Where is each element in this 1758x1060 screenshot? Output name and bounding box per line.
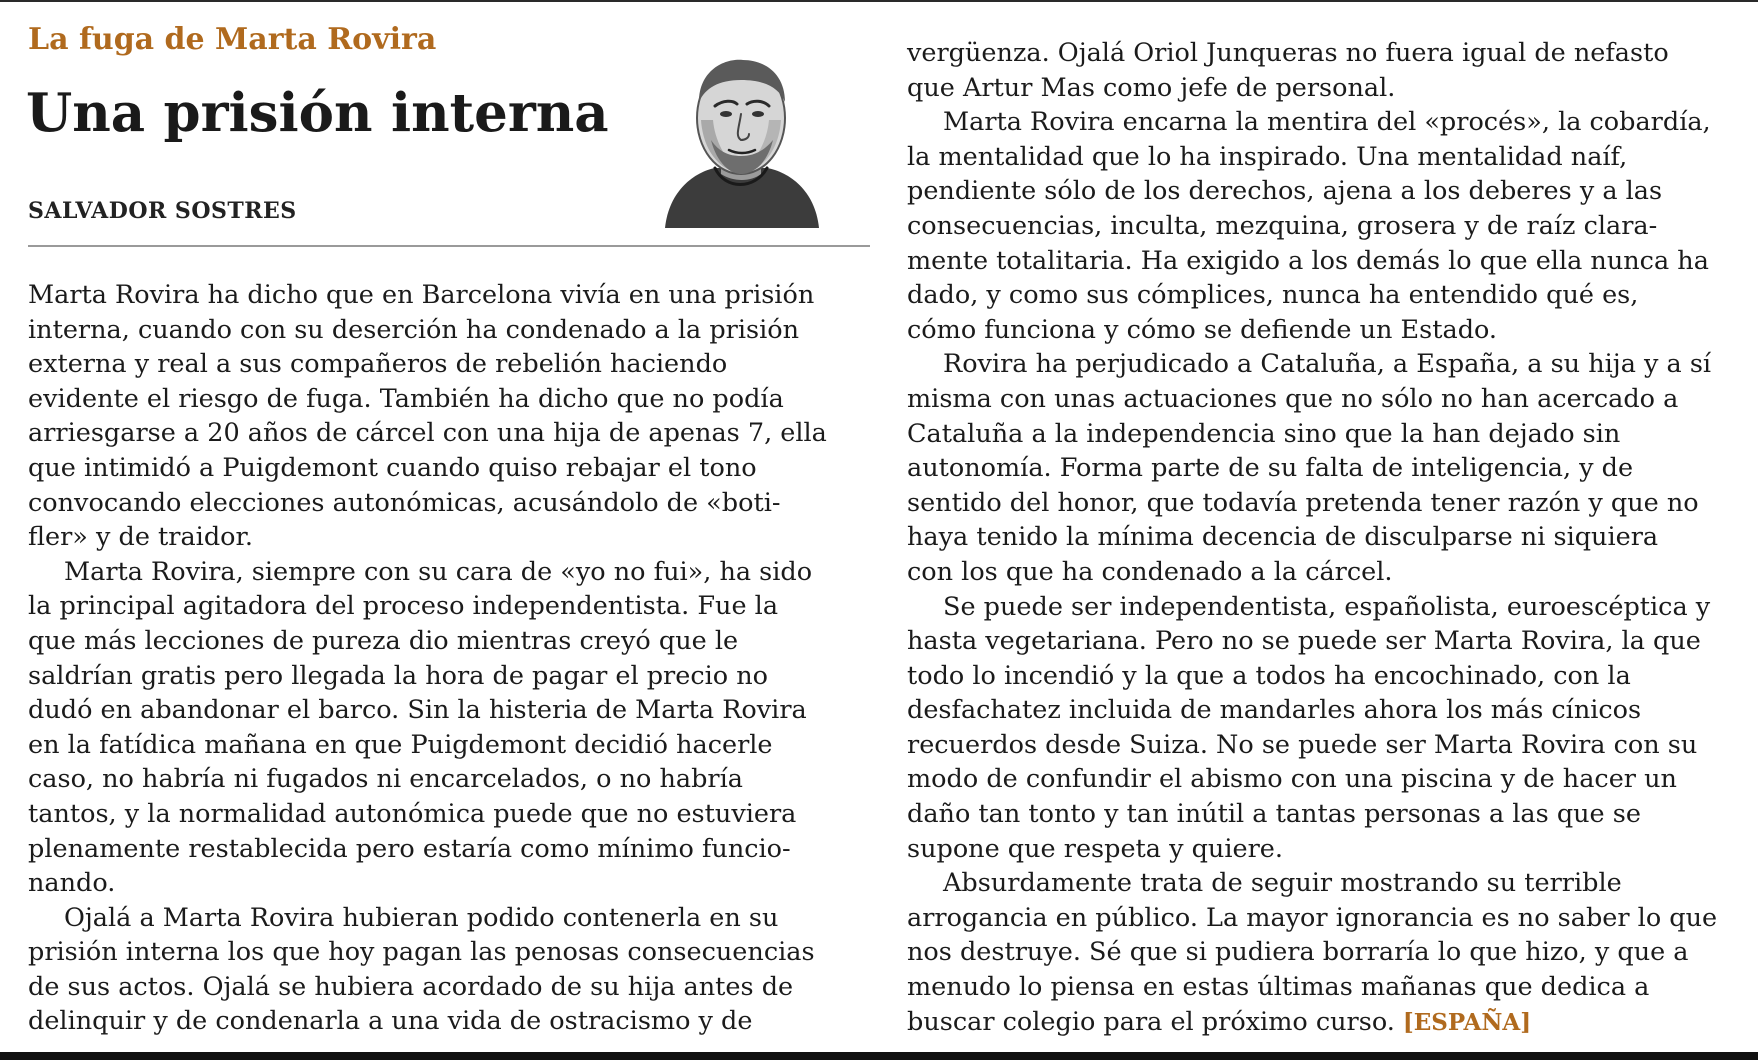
text-line: consecuencias, inculta, mezquina, grosera y de raíz clara- bbox=[907, 210, 1658, 241]
top-border bbox=[0, 0, 1758, 2]
text-line: Cataluña a la independencia sino que la han dejado sin bbox=[907, 418, 1621, 449]
text-line: haya tenido la mínima decencia de disculparse ni siquiera bbox=[907, 522, 1659, 553]
section-signoff: [ESPAÑA] bbox=[1402, 1008, 1532, 1036]
text-line: Marta Rovira, siempre con su cara de «yo no fui», ha sido bbox=[64, 556, 813, 587]
bottom-border bbox=[0, 1052, 1758, 1060]
header-divider bbox=[28, 245, 870, 247]
text-line: hasta vegetariana. Pero no se puede ser Marta Rovira, la que bbox=[907, 626, 1701, 657]
text-line: mente totalitaria. Ha exigido a los demás lo que ella nunca ha bbox=[907, 245, 1709, 276]
text-line: en la fatídica mañana en que Puigdemont decidió hacerle bbox=[28, 729, 773, 760]
text-line-final bbox=[907, 1005, 1752, 1041]
article-column-right bbox=[907, 36, 1752, 1040]
author-portrait-image bbox=[655, 40, 825, 230]
text-line: la mentalidad que lo ha inspirado. Una mentalidad naíf, bbox=[907, 141, 1628, 172]
text-line: arriesgarse a 20 años de cárcel con una hija de apenas 7, ella bbox=[28, 418, 827, 449]
text-line: daño tan tonto y tan inútil a tantas personas a las que se bbox=[907, 799, 1641, 830]
final-sentence: buscar colegio para el próximo curso. bbox=[907, 1006, 1395, 1037]
text-line: prisión interna los que hoy pagan las penosas consecuencias bbox=[28, 937, 815, 968]
text-line: con los que ha condenado a la cárcel. bbox=[907, 556, 1393, 587]
text-line: Marta Rovira ha dicho que en Barcelona vivía en una prisión bbox=[28, 280, 815, 310]
article-column-left bbox=[28, 278, 873, 1039]
text-line: modo de confundir el abismo con una piscina y de hacer un bbox=[907, 764, 1677, 795]
text-line: sentido del honor, que todavía pretenda tener razón y que no bbox=[907, 487, 1699, 518]
text-line: Absurdamente trata de seguir mostrando su terrible bbox=[943, 868, 1622, 899]
text-line: que más lecciones de pureza dio mientras creyó que le bbox=[28, 625, 739, 656]
text-line: dudó en abandonar el barco. Sin la histeria de Marta Rovira bbox=[28, 695, 807, 726]
text-line: interna, cuando con su deserción ha condenado a la prisión bbox=[28, 314, 800, 345]
text-line: misma con unas actuaciones que no sólo no han acercado a bbox=[907, 383, 1679, 414]
text-line: pendiente sólo de los derechos, ajena a los deberes y a las bbox=[907, 176, 1663, 207]
text-line: externa y real a sus compañeros de rebelión haciendo bbox=[28, 349, 728, 380]
author-byline: SALVADOR SOSTRES bbox=[28, 198, 297, 224]
text-line: delinquir y de condenarla a una vida de ostracismo y de bbox=[28, 1006, 753, 1037]
text-line: vergüenza. Ojalá Oriol Junqueras no fuera igual de nefasto bbox=[907, 38, 1669, 68]
text-line: dado, y como sus cómplices, nunca ha entendido qué es, bbox=[907, 280, 1639, 311]
text-line: de sus actos. Ojalá se hubiera acordado de su hija antes de bbox=[28, 971, 794, 1002]
text-line: nos destruye. Sé que si pudiera borraría lo que hizo, y que a bbox=[907, 937, 1689, 968]
text-line: Ojalá a Marta Rovira hubieran podido contenerla en su bbox=[64, 902, 779, 933]
text-line: desfachatez incluida de mandarles ahora los más cínicos bbox=[907, 695, 1642, 726]
text-line: arrogancia en público. La mayor ignorancia es no saber lo que bbox=[907, 902, 1718, 933]
text-line: convocando elecciones autonómicas, acusándolo de «boti- bbox=[28, 487, 781, 518]
text-line: tantos, y la normalidad autonómica puede que no estuviera bbox=[28, 798, 797, 829]
text-line: todo lo incendió y la que a todos ha encochinado, con la bbox=[907, 660, 1631, 691]
text-line: supone que respeta y quiere. bbox=[907, 833, 1283, 864]
text-line: caso, no habría ni fugados ni encarcelados, o no habría bbox=[28, 764, 743, 795]
text-line: recuerdos desde Suiza. No se puede ser Marta Rovira con su bbox=[907, 729, 1698, 760]
text-line: que Artur Mas como jefe de personal. bbox=[907, 72, 1396, 103]
text-line: nando. bbox=[28, 868, 116, 899]
headline: Una prisión interna bbox=[26, 82, 609, 144]
text-line: Rovira ha perjudicado a Cataluña, a España, a su hija y a sí bbox=[943, 349, 1712, 380]
text-line: Marta Rovira encarna la mentira del «procés», la cobardía, bbox=[943, 107, 1711, 138]
text-line: que intimidó a Puigdemont cuando quiso rebajar el tono bbox=[28, 452, 757, 483]
text-line: evidente el riesgo de fuga. También ha dicho que no podía bbox=[28, 383, 784, 414]
text-line: fler» y de traidor. bbox=[28, 522, 253, 553]
section-label: La fuga de Marta Rovira bbox=[28, 22, 437, 57]
text-line: la principal agitadora del proceso independentista. Fue la bbox=[28, 591, 779, 622]
text-line: cómo funciona y cómo se defiende un Estado. bbox=[907, 314, 1498, 345]
text-line: autonomía. Forma parte de su falta de inteligencia, y de bbox=[907, 453, 1634, 484]
text-line: plenamente restablecida pero estaría como mínimo funcio- bbox=[28, 833, 791, 864]
text-line: saldrían gratis pero llegada la hora de pagar el precio no bbox=[28, 660, 769, 691]
text-line: Se puede ser independentista, españolista, euroescéptica y bbox=[943, 591, 1711, 622]
text-line: menudo lo piensa en estas últimas mañanas que dedica a bbox=[907, 972, 1650, 1003]
